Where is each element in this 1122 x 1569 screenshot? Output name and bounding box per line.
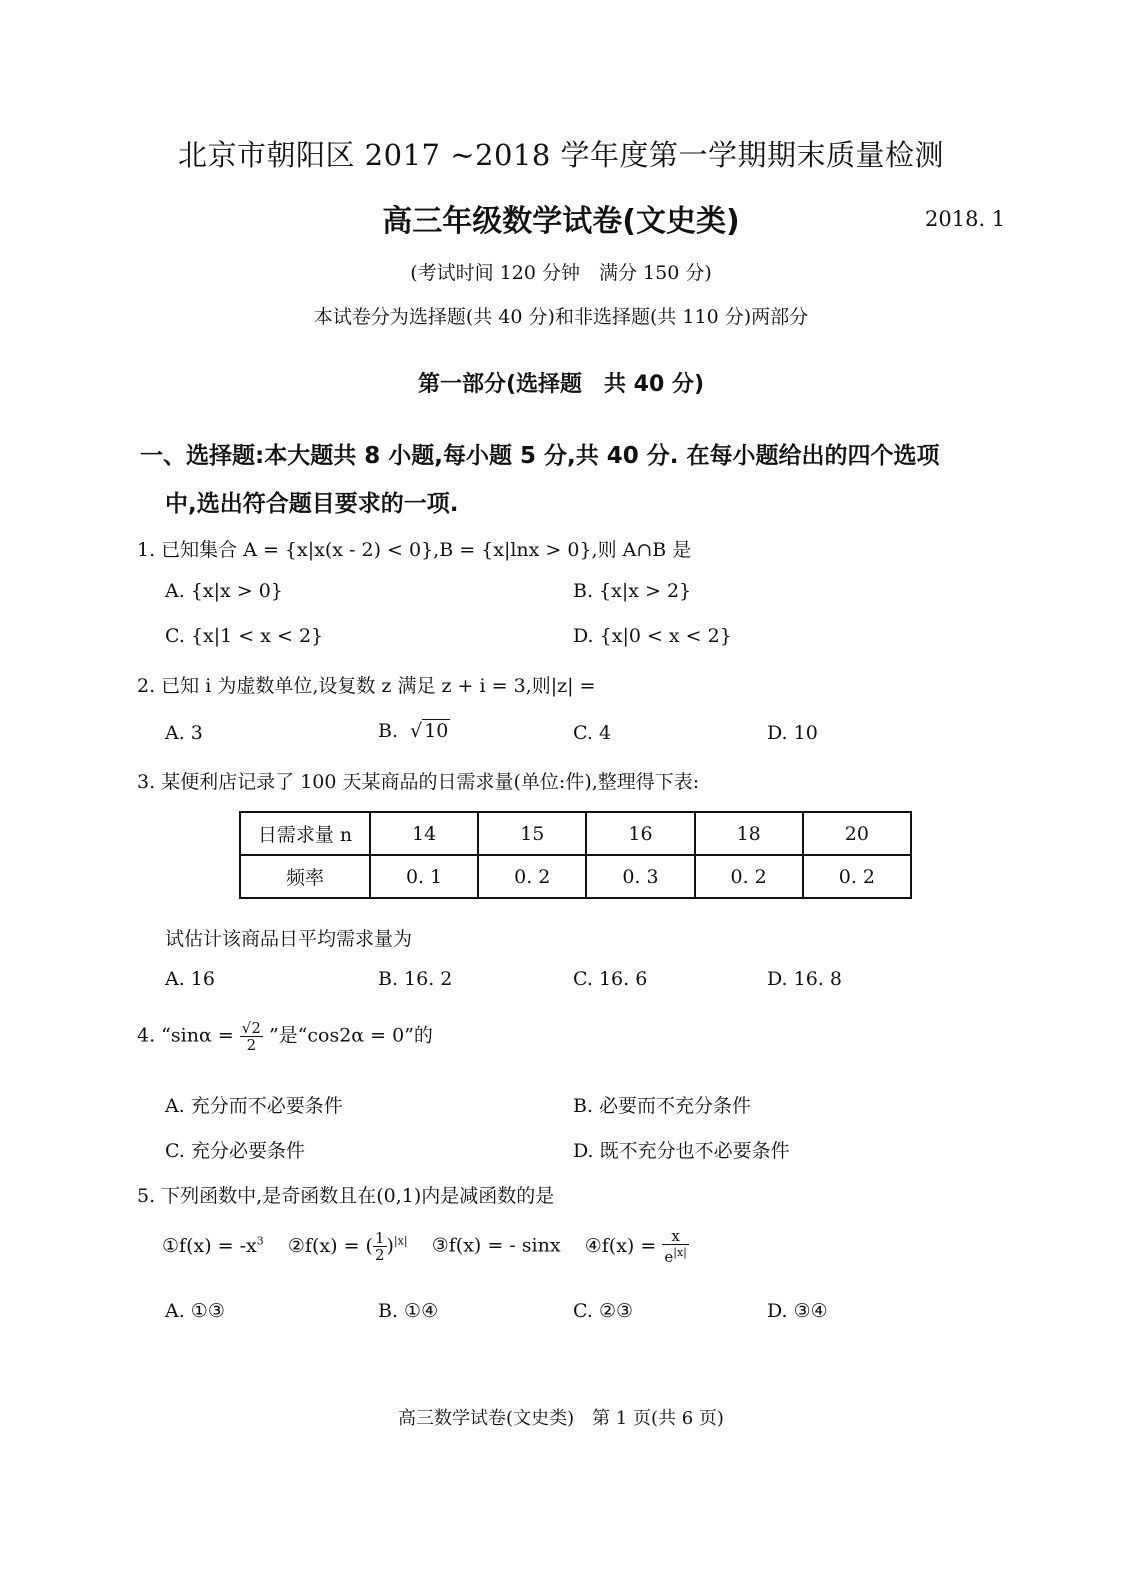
- question-5-stem: 5. 下列函数中,是奇函数且在(0,1)内是减函数的是: [137, 1185, 555, 1207]
- question-2-option-b-label: B.: [378, 720, 399, 742]
- question-2-option-b: B. √ 10: [378, 720, 449, 742]
- table-row: [240, 812, 911, 855]
- question-5-option-d: D. ③④: [767, 1300, 828, 1322]
- question-2-stem: 2. 已知 i 为虚数单位,设复数 z 满足 z + i = 3,则|z| =: [137, 675, 596, 697]
- table-cell: 14: [370, 812, 478, 855]
- section-instruction-2: 中,选出符合题目要求的一项.: [165, 491, 459, 517]
- part1-title: 第一部分(选择题 共 40 分): [417, 372, 705, 397]
- section-instruction-1: 一、选择题:本大题共 8 小题,每小题 5 分,共 40 分. 在每小题给出的四个选项: [140, 443, 940, 469]
- question-5-option-a: A. ①③: [165, 1300, 225, 1322]
- question-3-stem: 3. 某便利店记录了 100 天某商品的日需求量(单位:件),整理得下表:: [137, 771, 700, 793]
- table-cell: 0. 2: [695, 855, 803, 898]
- question-5-functions: [162, 1228, 689, 1265]
- question-2-option-a: A. 3: [165, 722, 203, 744]
- question-3-option-b: B. 16. 2: [378, 968, 453, 990]
- table-cell: 16: [586, 812, 694, 855]
- question-1-option-b: B. {x|x > 2}: [573, 580, 692, 602]
- question-5-option-c: C. ②③: [573, 1300, 634, 1322]
- table-cell: 0. 2: [803, 855, 911, 898]
- sqrt2-over-2-fraction: [240, 1020, 263, 1053]
- table-header-demand: 日需求量 n: [240, 812, 370, 855]
- sqrt-10: 10: [424, 720, 449, 742]
- question-2-option-c: C. 4: [573, 722, 612, 744]
- question-4-option-c: C. 充分必要条件: [165, 1140, 305, 1162]
- table-cell: 20: [803, 812, 911, 855]
- question-1-option-d: D. {x|0 < x < 2}: [573, 625, 732, 647]
- question-4-stem: [137, 1020, 433, 1053]
- question-4-stem-prefix: 4. “sinα =: [137, 1024, 234, 1047]
- table-cell: 18: [695, 812, 803, 855]
- exam-subtitle: 高三年级数学试卷(文史类): [382, 204, 740, 239]
- question-3-option-d: D. 16. 8: [767, 968, 842, 990]
- table-cell: 0. 3: [586, 855, 694, 898]
- question-3-option-a: A. 16: [165, 968, 215, 990]
- question-4-stem-suffix: ”是“cos2α = 0”的: [268, 1024, 433, 1047]
- question-2-option-d: D. 10: [767, 722, 818, 744]
- question-1-option-c: C. {x|1 < x < 2}: [165, 625, 324, 647]
- question-1-option-a: A. {x|x > 0}: [165, 580, 283, 602]
- function-4: ④f(x) = $\frac{x}{e^{|x|}}$: [584, 1227, 687, 1266]
- question-4-option-b: B. 必要而不充分条件: [573, 1095, 752, 1117]
- table-header-frequency: 频率: [240, 855, 370, 898]
- exam-info: (考试时间 120 分钟 满分 150 分): [410, 262, 712, 284]
- fraction-numerator: √2: [241, 1019, 261, 1037]
- question-1-stem: 1. 已知集合 A = {x|x(x - 2) < 0},B = {x|lnx > 0},则 A∩B 是: [137, 539, 692, 561]
- exam-date: 2018. 1: [925, 207, 1006, 231]
- table-cell: 15: [478, 812, 586, 855]
- table-cell: 0. 2: [478, 855, 586, 898]
- question-4-option-d: D. 既不充分也不必要条件: [573, 1140, 790, 1162]
- function-2: ②f(x) = ( $\frac{1}{2}$ )$^{|x|}$: [287, 1229, 408, 1264]
- table-cell: 0. 1: [370, 855, 478, 898]
- question-4-option-a: A. 充分而不必要条件: [165, 1095, 343, 1117]
- function-1: ①f(x) = $-x^3$: [162, 1234, 264, 1257]
- table-row: [240, 855, 911, 898]
- question-5-option-b: B. ①④: [378, 1300, 439, 1322]
- question-3-follow: 试估计该商品日平均需求量为: [165, 928, 413, 950]
- exam-structure: 本试卷分为选择题(共 40 分)和非选择题(共 110 分)两部分: [313, 306, 809, 328]
- exam-title: 北京市朝阳区 2017 ~2018 学年度第一学期期末质量检测: [177, 138, 945, 172]
- demand-frequency-table: [239, 811, 912, 899]
- page-footer: 高三数学试卷(文史类) 第 1 页(共 6 页): [398, 1408, 724, 1429]
- fraction-denominator: 2: [246, 1036, 257, 1054]
- question-3-option-c: C. 16. 6: [573, 968, 648, 990]
- function-3: ③f(x) = - sinx: [431, 1234, 561, 1257]
